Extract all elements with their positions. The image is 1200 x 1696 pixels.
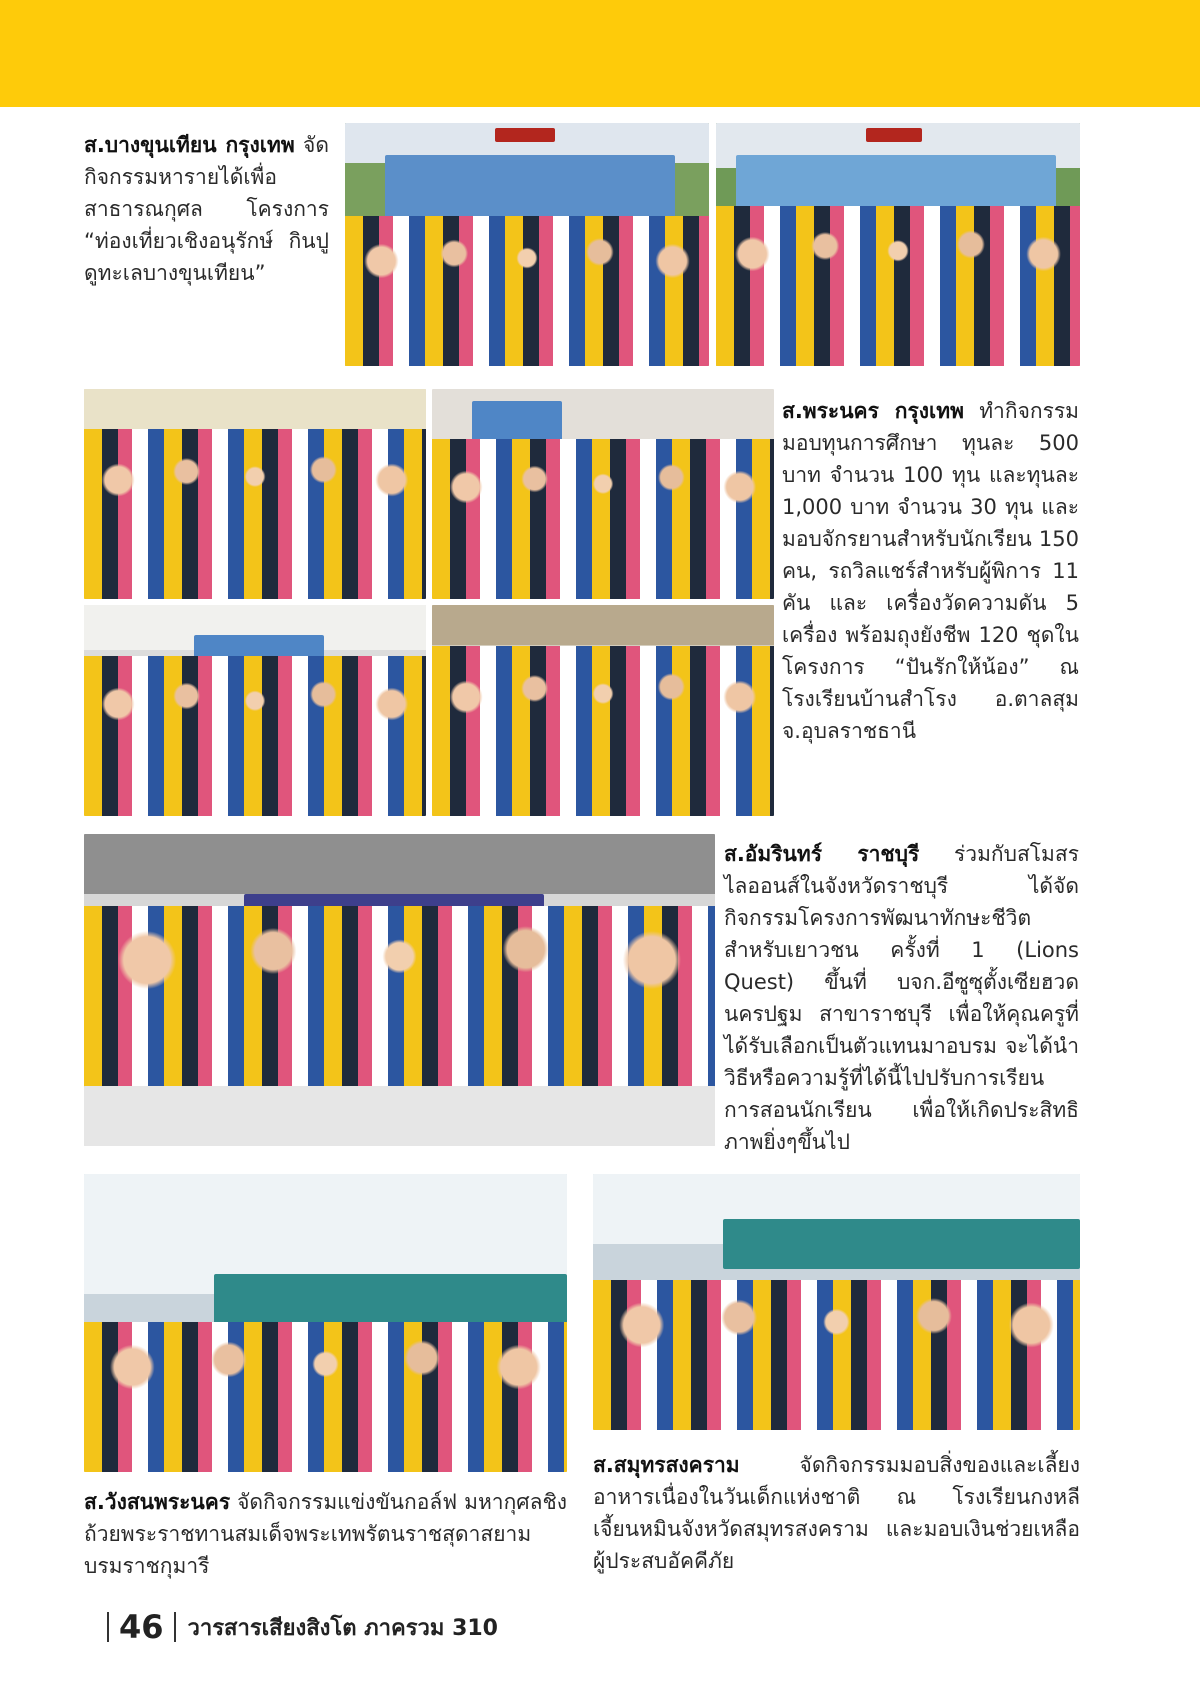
caption-amarin-text: ร่วมกับสโมสรไลออนส์ในจังหวัดราชบุรี ได้จัดกิจกรรมโครงการพัฒนาทักษะชีวิตสำหรับเยาวชน ครั้งที่ 1 (Lions Quest) ขึ้นที่ บจก.อีซูซุตั้งเซียฮวดนครปฐม สาขาราชบุรี เพื่อให้คุณครูที่ได้รับเลือกเป็นตัวแทนมาอบรม จะได้นำวิธีหรือความรู้ที่ได้นี้ไปปรับการเรียนการสอนนักเรียน เพื่อให้เกิดประสิทธิภาพยิ่งๆขึ้นไป	[724, 842, 1079, 1154]
photo-phranakhon-3	[84, 605, 426, 816]
caption-wangsanphranakhon-text: จัดกิจกรรมแข่งขันกอล์ฟ มหากุศลชิงถ้วยพระราชทานสมเด็จพระเทพรัตนราชสุดาสยามบรมราชกุมารี	[84, 1490, 567, 1578]
publication-title: วารสารเสียงสิงโต ภาครวม 310	[187, 1615, 498, 1641]
caption-phranakhon-text: ทำกิจกรรมมอบทุนการศึกษา ทุนละ 500 บาท จำนวน 100 ทุน และทุนละ 1,000 บาท จำนวน 30 ทุน และมอบจักรยานสำหรับนักเรียน 150 คน, รถวิลแชร์สำหรับผู้พิการ 11 คัน และ เครื่องวัดความดัน 5 เครื่อง พร้อมถุงยังชีพ 120 ชุดในโครงการ “ปันรักให้น้อง” ณ โรงเรียนบ้านสำโรง อ.ตาลสุม จ.อุบลราชธานี	[782, 399, 1079, 743]
caption-amarin	[724, 838, 1079, 1158]
photo-phranakhon-4	[432, 605, 774, 816]
caption-samutsongkhram-lead: ส.สมุทรสงคราม	[593, 1453, 740, 1477]
caption-amarin-lead: ส.อัมรินทร์ ราชบุรี	[724, 842, 920, 866]
photo-phranakhon-2	[432, 389, 774, 599]
caption-bangkhuntien-text: จัดกิจกรรมหารายได้เพื่อสาธารณกุศล โครงการ “ท่องเที่ยวเชิงอนุรักษ์ กินปูดูทะเลบางขุนเทียน”	[84, 133, 329, 285]
photo-amarin	[84, 834, 715, 1146]
caption-wangsanphranakhon	[84, 1486, 567, 1582]
photo-samutsongkhram	[593, 1174, 1080, 1430]
photo-phranakhon-1	[84, 389, 426, 599]
header-bar	[0, 0, 1200, 107]
caption-samutsongkhram	[593, 1449, 1080, 1577]
caption-phranakhon-lead: ส.พระนคร กรุงเทพ	[782, 399, 964, 423]
footer	[107, 1607, 498, 1647]
caption-samutsongkhram-text: จัดกิจกรรมมอบสิ่งของและเลี้ยงอาหารเนื่องในวันเด็กแห่งชาติ ณ โรงเรียนกงหลีเจี้ยนหมินจังหวัดสมุทรสงคราม และมอบเงินช่วยเหลือผู้ประสบอัคคีภัย	[593, 1453, 1080, 1573]
photo-bangkhuntien-2	[716, 123, 1080, 366]
caption-wangsanphranakhon-lead: ส.วังสนพระนคร	[84, 1490, 231, 1514]
footer-divider-2	[174, 1612, 176, 1642]
page-number: 46	[119, 1608, 164, 1646]
caption-bangkhuntien	[84, 129, 329, 289]
photo-wangsanphranakhon	[84, 1174, 567, 1472]
photo-bangkhuntien-1	[345, 123, 709, 366]
caption-bangkhuntien-lead: ส.บางขุนเทียน กรุงเทพ	[84, 133, 295, 157]
footer-divider	[107, 1612, 109, 1642]
caption-phranakhon	[782, 395, 1079, 747]
